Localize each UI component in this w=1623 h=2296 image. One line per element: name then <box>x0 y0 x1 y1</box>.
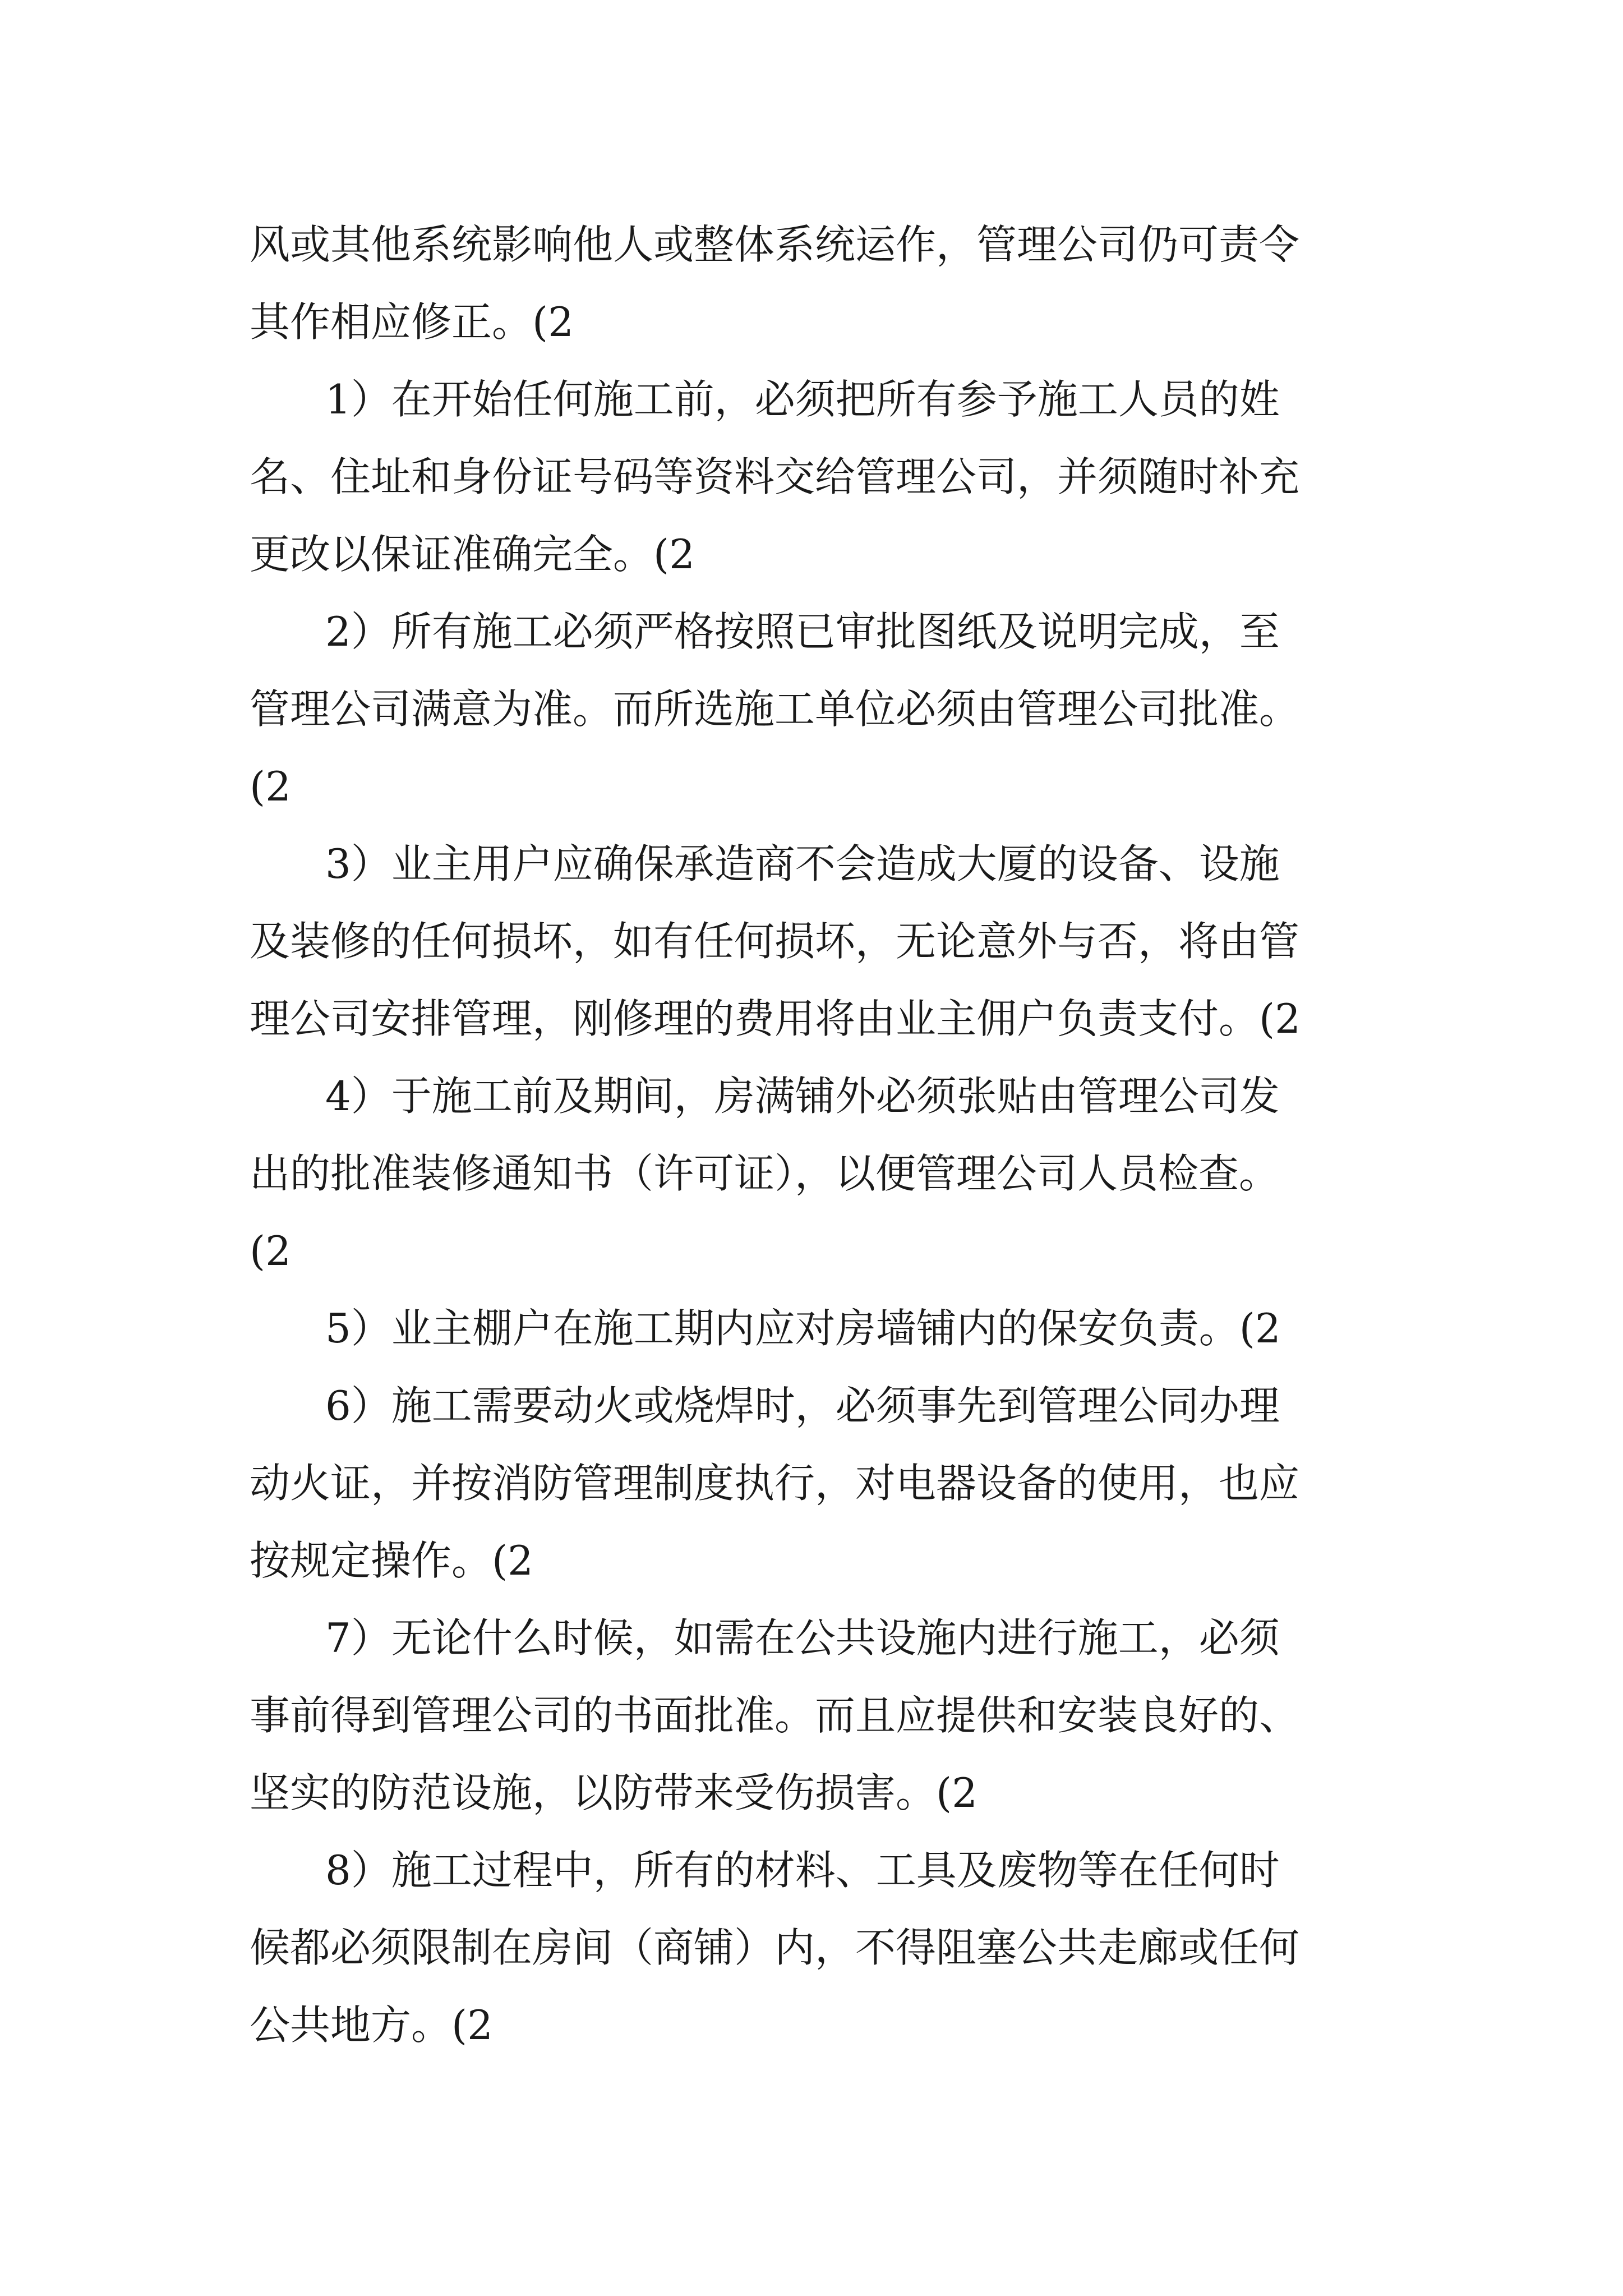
text-line: 管理公司满意为准。而所选施工单位必须由管理公司批准。 <box>250 685 1300 733</box>
text-line: (2 <box>250 763 291 810</box>
text-line: 出的批准装修通知书（许可证），以便管理公司人员检查。 <box>250 1150 1280 1197</box>
text-line: (2 <box>250 1227 291 1274</box>
text-line: 名、住址和身份证号码等资料交给管理公司，并须随时补充 <box>250 453 1300 500</box>
text-line: 及装修的任何损坏，如有任何损坏，无论意外与否，将由管 <box>250 918 1300 965</box>
text-line: 3）业主用户应确保承造商不会造成大厦的设备、设施 <box>325 840 1280 887</box>
text-line: 理公司安排管理，刚修理的费用将由业主佣户负责支付。(2 <box>250 995 1301 1042</box>
text-line: 风或其他系统影响他人或整体系统运作，管理公司仍可责令 <box>250 221 1300 268</box>
text-line: 8）施工过程中，所有的材料、工具及废物等在任何时 <box>325 1847 1280 1894</box>
text-line: 更改以保证准确完全。(2 <box>250 531 695 578</box>
text-line: 5）业主棚户在施工期内应对房墙铺内的保安负责。(2 <box>325 1305 1281 1352</box>
text-line: 事前得到管理公司的书面批准。而且应提供和安装良好的、 <box>250 1692 1300 1739</box>
text-line: 6）施工需要动火或烧焊时，必须事先到管理公同办理 <box>325 1382 1280 1429</box>
text-line: 4）于施工前及期间，房满铺外必须张贴由管理公司发 <box>325 1073 1280 1120</box>
text-line: 候都必须限制在房间（商铺）内，不得阻塞公共走廊或任何 <box>250 1924 1300 1971</box>
text-line: 按规定操作。(2 <box>250 1537 533 1584</box>
text-line: 动火证，并按消防管理制度执行，对电器设备的使用，也应 <box>250 1460 1300 1507</box>
text-line: 其作相应修正。(2 <box>250 298 574 346</box>
text-line: 1）在开始任何施工前，必须把所有参予施工人员的姓 <box>325 376 1280 423</box>
text-line: 公共地方。(2 <box>250 2001 493 2049</box>
text-line: 坚实的防范设施，以防带来受伤损害。(2 <box>250 1769 978 1816</box>
text-line: 7）无论什么时候，如需在公共设施内进行施工，必须 <box>325 1614 1280 1662</box>
text-line: 2）所有施工必须严格按照已审批图纸及说明完成，至 <box>325 608 1280 655</box>
